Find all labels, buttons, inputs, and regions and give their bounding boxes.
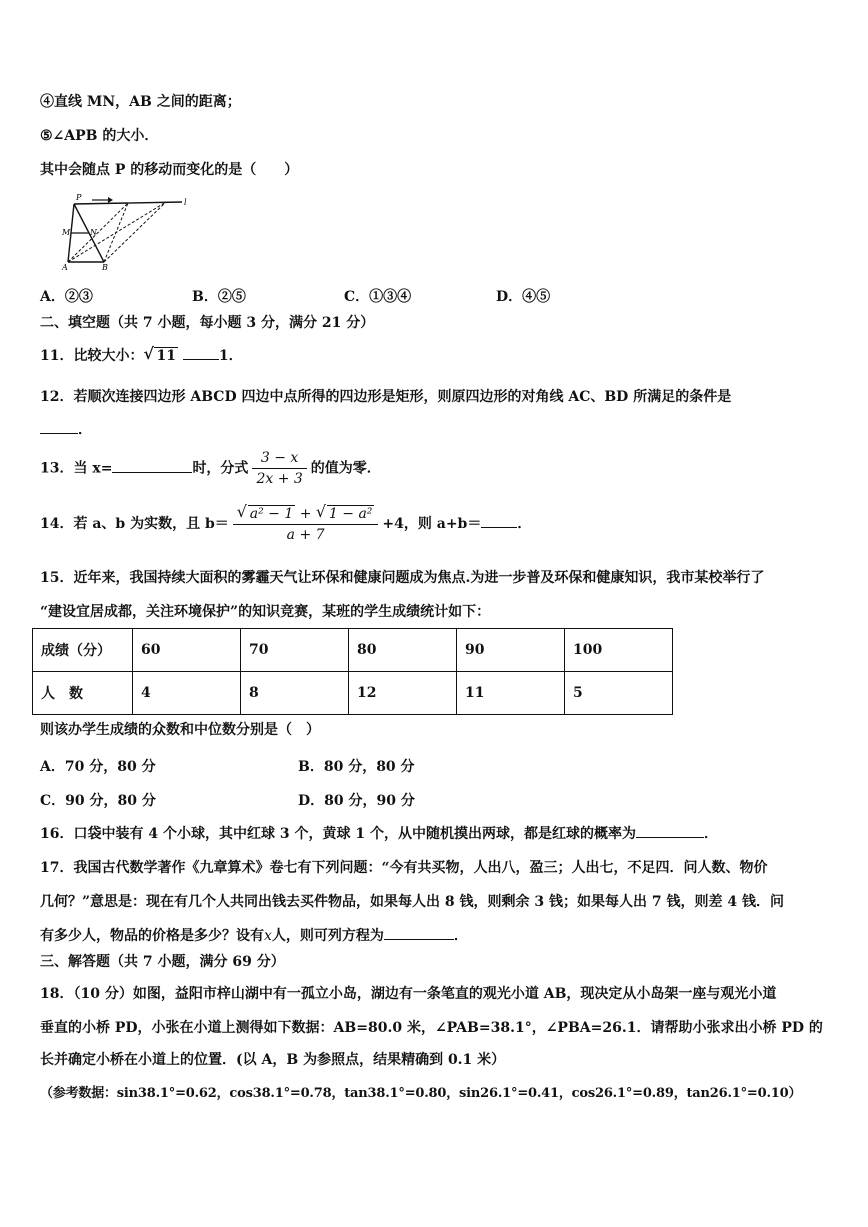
q17-end: ． xyxy=(453,928,468,944)
table-cell: 70 xyxy=(241,629,349,672)
q11 xyxy=(40,346,243,366)
q10-item4: ④直线 MN，AB 之间的距离； xyxy=(40,94,241,110)
q17-line1: 17．我国古代数学著作《九章算术》卷七有下列问题：“今有共买物，人出八，盈三；人出七，不足四．问人数、物价 xyxy=(40,860,768,876)
q11-suffix: 1． xyxy=(218,348,243,364)
label-m: M xyxy=(62,228,71,237)
q13-suffix: 的值为零． xyxy=(310,460,381,477)
q17-line2: 几何？”意思是：现在有几个人共同出钱去买件物品，如果每人出 8 钱，则剩余 3 钱；如果每人出 7 钱，则差 4 钱．问 xyxy=(40,894,785,910)
grades-table xyxy=(32,628,673,715)
table-cell: 人 数 xyxy=(33,672,133,715)
section2-title: 二、填空题（共 7 小题，每小题 3 分，满分 21 分） xyxy=(40,315,375,331)
q13-middle: 时，分式 xyxy=(192,460,249,477)
q15-option-b: B．80 分，80 分 xyxy=(298,759,415,775)
table-cell: 8 xyxy=(241,672,349,715)
q14-tail: +4，则 a+b＝ xyxy=(382,516,482,532)
q14-prefix: 14．若 a、b 为实数，且 b＝ xyxy=(40,516,229,532)
q17-line3 xyxy=(40,926,468,946)
q13-numerator: 3 − x xyxy=(252,448,306,469)
q13-fraction xyxy=(252,448,306,489)
label-l: l xyxy=(184,198,187,207)
table-cell: 100 xyxy=(565,629,673,672)
q18-line2: 垂直的小桥 PD，小张在小道上测得如下数据：AB=80.0 米，∠PAB=38.1°，∠PBA=26.1．请帮助小张求出小桥 PD 的 xyxy=(40,1020,823,1036)
label-a: A xyxy=(62,263,68,272)
q13-denominator: 2x + 3 xyxy=(256,471,303,487)
q10-option-a: A．②③ xyxy=(40,289,93,305)
q15-option-a: A．70 分，80 分 xyxy=(40,759,156,775)
label-p: P xyxy=(76,193,82,202)
table-cell: 80 xyxy=(349,629,457,672)
q10-item5: ⑤∠APB 的大小． xyxy=(40,128,159,144)
q15-line2: “建设宜居成都，关注环境保护”的知识竞赛，某班的学生成绩统计如下： xyxy=(40,604,491,620)
q10-option-c: C．①③④ xyxy=(344,289,412,305)
q15-question: 则该办学生成绩的众数和中位数分别是（ ） xyxy=(40,722,320,738)
q14 xyxy=(40,502,531,546)
q12-end: ． xyxy=(78,422,92,438)
q16-text: 16．口袋中装有 4 个小球，其中红球 3 个，黄球 1 个，从中随机摸出两球，都是红球的概率为 xyxy=(40,826,636,842)
q14-fraction xyxy=(233,504,379,545)
sqrt-11: √ 11 xyxy=(143,346,177,366)
q14-blank xyxy=(481,527,517,528)
q18-line1: 18．（10 分）如图，益阳市梓山湖中有一孤立小岛，湖边有一条笔直的观光小道 AB，现决定从小岛架一座与观光小道 xyxy=(40,986,777,1002)
q13-prefix: 13．当 x= xyxy=(40,460,113,477)
q16 xyxy=(40,824,718,844)
q18-line3: 长并确定小桥在小道上的位置．(以 A，B 为参照点，结果精确到 0.1 米） xyxy=(40,1052,506,1068)
q10-option-d: D．④⑤ xyxy=(496,289,551,305)
q15-option-d: D．80 分，90 分 xyxy=(298,793,415,809)
q16-end: ． xyxy=(703,826,718,842)
table-cell: 12 xyxy=(349,672,457,715)
q14-denominator: a + 7 xyxy=(286,526,325,543)
section3-title: 三、解答题（共 7 小题，满分 69 分） xyxy=(40,954,285,970)
table-row xyxy=(33,629,673,672)
q13 xyxy=(40,448,381,489)
label-b: B xyxy=(102,263,108,272)
table-cell: 60 xyxy=(133,629,241,672)
q17-blank xyxy=(384,939,454,940)
q14-numerator: √ a² − 1 + √ 1 − a² xyxy=(233,504,379,525)
q11-blank xyxy=(183,359,219,360)
q12-blank xyxy=(40,433,78,434)
q10-option-b: B．②⑤ xyxy=(192,289,246,305)
q10-figure xyxy=(62,192,202,272)
q11-prefix: 11．比较大小： xyxy=(40,348,144,364)
table-row xyxy=(33,672,673,715)
q17-line3-prefix: 有多少人，物品的价格是多少？设有 xyxy=(40,928,264,944)
q10-question: 其中会随点 P 的移动而变化的是（ ） xyxy=(40,162,299,178)
arrow-head-icon xyxy=(108,197,113,203)
q16-blank xyxy=(636,837,704,838)
q15-line1: 15．近年来，我国持续大面积的雾霾天气让环保和健康问题成为焦点.为进一步普及环保和健康知识，我市某校举行了 xyxy=(40,570,765,586)
q12-answer xyxy=(40,420,92,440)
q13-blank xyxy=(112,472,192,473)
table-cell: 4 xyxy=(133,672,241,715)
q18-reference-data: （参考数据：sin38.1°=0.62，cos38.1°=0.78，tan38.1°=0.80，sin26.1°=0.41，cos26.1°=0.89，tan26.1°=0.10） xyxy=(40,1086,802,1101)
table-cell: 11 xyxy=(457,672,565,715)
q15-option-c: C．90 分，80 分 xyxy=(40,793,156,809)
q12-text: 12．若顺次连接四边形 ABCD 四边中点所得的四边形是矩形，则原四边形的对角线 AC、BD 所满足的条件是 xyxy=(40,389,732,405)
q14-end: ． xyxy=(517,516,532,532)
q17-line3-mid: 人，则可列方程为 xyxy=(271,928,384,944)
table-cell: 成绩（分） xyxy=(33,629,133,672)
q17-var: x xyxy=(264,928,272,944)
table-cell: 90 xyxy=(457,629,565,672)
table-cell: 5 xyxy=(565,672,673,715)
label-n: N xyxy=(90,228,97,237)
